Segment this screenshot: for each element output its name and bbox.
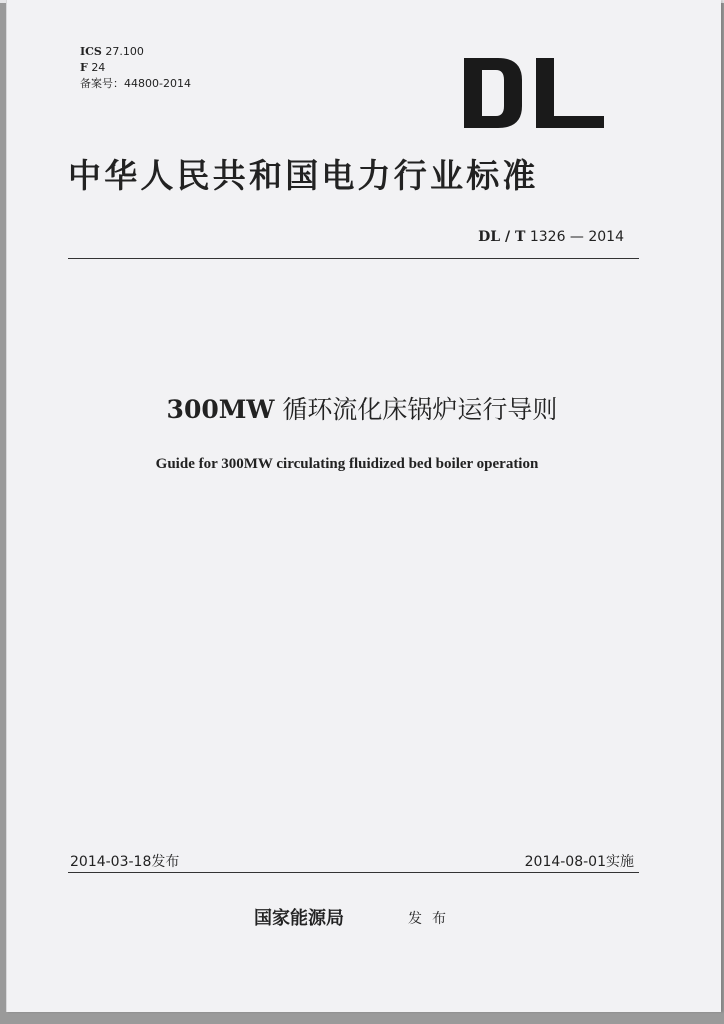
classification-block <box>80 44 191 92</box>
logo-letter-d <box>464 58 522 128</box>
f-label: F <box>80 61 88 74</box>
ics-code <box>80 44 191 60</box>
logo-letter-l <box>536 58 604 128</box>
effective-date: 2014-08-01实施 <box>524 854 634 870</box>
standard-number <box>478 229 624 245</box>
standard-code: 1326 — 2014 <box>525 229 624 245</box>
issuing-authority: 国家能源局 <box>254 908 344 929</box>
issue-label: 发布 <box>408 911 456 927</box>
filing-number: 备案号：44800-2014 <box>80 77 191 90</box>
document-title-cn <box>0 390 724 426</box>
standard-prefix: DL / T <box>478 229 526 245</box>
bottom-divider <box>68 872 639 873</box>
top-divider <box>68 258 639 259</box>
document-title-en: Guide for 300MW circulating fluidized bed boiler operation <box>155 456 539 472</box>
ics-value: 27.100 <box>105 45 144 58</box>
ics-label: ICS <box>80 45 102 58</box>
page-title: 中华人民共和国电力行业标准 <box>68 156 539 195</box>
issue-date: 2014-03-18发布 <box>70 854 180 870</box>
f-value: 24 <box>91 61 106 74</box>
title-cn-text: 循环流化床锅炉运行导则 <box>274 395 558 424</box>
dl-logo <box>464 58 604 128</box>
title-capacity: 300MW <box>166 395 275 424</box>
f-code <box>80 60 191 76</box>
